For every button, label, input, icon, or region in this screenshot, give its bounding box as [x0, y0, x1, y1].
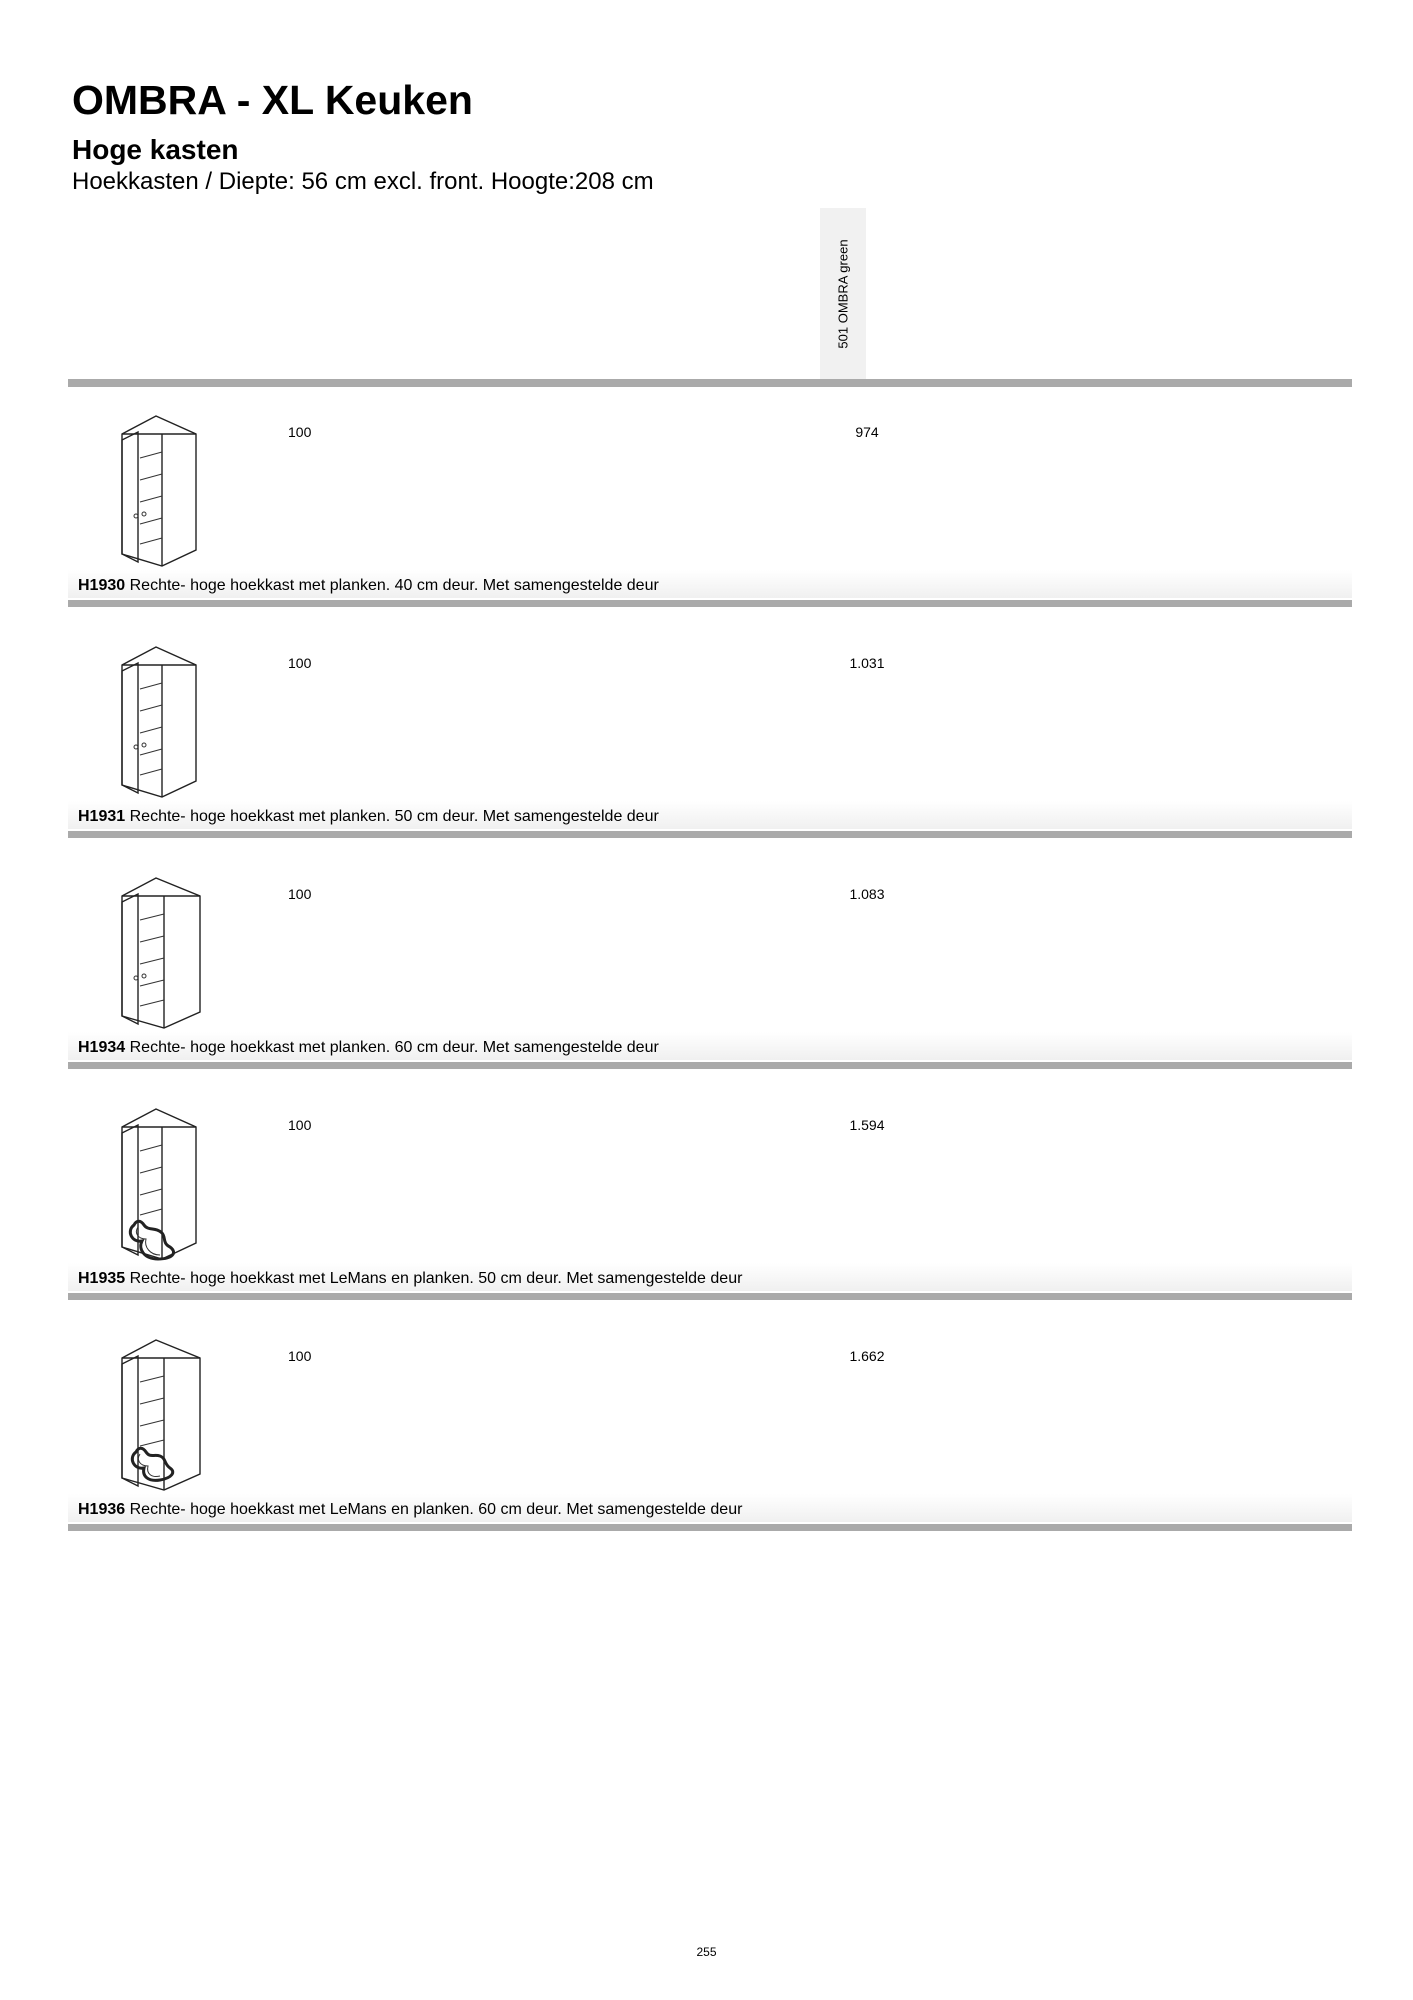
item-description-band — [68, 1494, 1352, 1522]
product-row — [68, 854, 1352, 1085]
page-number: 255 — [696, 1945, 717, 1959]
item-description — [78, 1039, 659, 1057]
row-divider — [68, 1524, 1352, 1531]
page-title: OMBRA - XL Keuken — [72, 77, 473, 123]
item-description — [78, 1270, 742, 1288]
price-column-header — [820, 208, 866, 380]
item-text: Rechte- hoge hoekkast met planken. 40 cm deur. Met samengestelde deur — [129, 577, 659, 594]
product-row — [68, 1085, 1352, 1316]
item-size: 100 — [288, 655, 312, 671]
item-code: H1936 — [78, 1501, 126, 1518]
product-row — [68, 392, 1352, 623]
item-text: Rechte- hoge hoekkast met planken. 60 cm deur. Met samengestelde deur — [129, 1039, 659, 1056]
price-column-label: 501 OMBRA green — [835, 239, 851, 349]
row-divider — [68, 1062, 1352, 1069]
item-code: H1930 — [78, 577, 126, 594]
corner-cabinet-shelves-icon — [108, 404, 216, 572]
item-code: H1935 — [78, 1270, 126, 1287]
item-code: H1931 — [78, 808, 126, 825]
item-description — [78, 1501, 742, 1519]
item-text: Rechte- hoge hoekkast met planken. 50 cm deur. Met samengestelde deur — [129, 808, 659, 825]
item-description-band — [68, 570, 1352, 598]
item-price: 974 — [855, 424, 879, 440]
item-description — [78, 577, 659, 595]
row-divider — [68, 600, 1352, 607]
corner-cabinet-lemans-icon — [108, 1328, 216, 1496]
item-description-band — [68, 1032, 1352, 1060]
item-size: 100 — [288, 886, 312, 902]
row-divider — [68, 1293, 1352, 1300]
item-text: Rechte- hoge hoekkast met LeMans en planken. 50 cm deur. Met samengestelde deur — [129, 1270, 743, 1287]
item-text: Rechte- hoge hoekkast met LeMans en planken. 60 cm deur. Met samengestelde deur — [129, 1501, 743, 1518]
section-description: Hoekkasten / Diepte: 56 cm excl. front. Hoogte:208 cm — [72, 168, 654, 195]
item-price: 1.594 — [849, 1117, 885, 1133]
corner-cabinet-shelves-icon — [108, 635, 216, 803]
item-description-band — [68, 1263, 1352, 1291]
section-title: Hoge kasten — [72, 134, 239, 165]
item-size: 100 — [288, 1117, 312, 1133]
header-divider — [68, 379, 1352, 387]
corner-cabinet-lemans-icon — [108, 1097, 216, 1265]
corner-cabinet-shelves-icon — [108, 866, 216, 1034]
item-price: 1.662 — [849, 1348, 885, 1364]
item-description — [78, 808, 659, 826]
product-row — [68, 623, 1352, 854]
product-row — [68, 1316, 1352, 1547]
item-description-band — [68, 801, 1352, 829]
item-price: 1.031 — [849, 655, 885, 671]
item-size: 100 — [288, 424, 312, 440]
item-price: 1.083 — [849, 886, 885, 902]
item-code: H1934 — [78, 1039, 126, 1056]
item-size: 100 — [288, 1348, 312, 1364]
row-divider — [68, 831, 1352, 838]
